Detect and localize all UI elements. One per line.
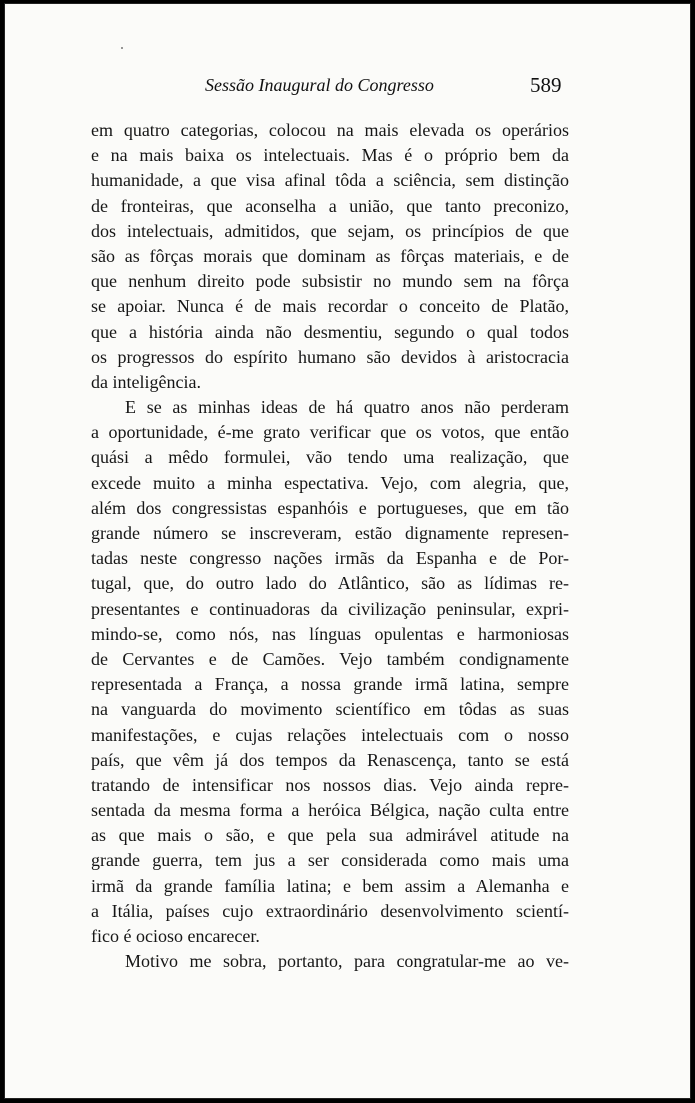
text-line: humanidade, a que visa afinal tôda a sciência, sem distinção [91,170,569,191]
text-line: dos intelectuais, admitidos, que sejam, os princípios de que [91,220,569,241]
text-line: de Cervantes e de Camões. Vejo também condignamente [91,648,569,669]
text-line: representada a França, a nossa grande irmã latina, sempre [91,674,569,695]
text-line: presentantes e continuadoras da civilização peninsular, expri- [91,598,569,619]
text-line: quási a mêdo formulei, vão tendo uma realização, que [91,447,569,468]
text-line: país, que vêm já dos tempos da Renascença, tanto se está [91,749,569,770]
text-line: tugal, que, do outro lado do Atlântico, são as lídimas re- [91,573,569,594]
text-line: tratando de intensificar nos nossos dias. Vejo ainda repre- [91,774,569,795]
text-line: a Itália, países cujo extraordinário desenvolvimento scientí- [91,900,569,921]
text-line: mindo-se, como nós, nas línguas opulentas e harmoniosas [91,623,569,644]
text-line: os progressos do espírito humano são devidos à aristocracia [91,346,569,367]
text-line: e na mais baixa os intelectuais. Mas é o próprio bem da [91,145,569,166]
text-line: excede muito a minha espectativa. Vejo, com alegria, que, [91,472,569,493]
page-number: 589 [530,73,562,97]
book-page [4,3,691,1099]
text-line: de fronteiras, que aconselha a união, que tanto preconizo, [91,195,569,216]
body-text [91,118,569,974]
text-line: grande número se inscreveram, estão dignamente represen- [91,523,569,543]
text-line: Motivo me sobra, portanto, para congratular-me ao ve- [125,951,569,972]
running-title: Sessão Inaugural do Congresso [205,75,434,95]
page-header [5,75,690,105]
text-line: a oportunidade, é-me grato verificar que os votos, que então [91,422,569,443]
text-line: manifestações, e cujas relações intelectuais com o nosso [91,724,569,745]
text-line: que a história ainda não desmentiu, segundo o qual todos [91,321,569,342]
text-line: além dos congressistas espanhóis e portugueses, que em tão [91,497,569,518]
text-line: E se as minhas ideas de há quatro anos não perderam [125,397,569,418]
text-line: tadas neste congresso nações irmãs da Espanha e de Por- [91,548,569,569]
text-line: irmã da grande família latina; e bem assim a Alemanha e [91,875,569,896]
text-line: sentada da mesma forma a heróica Bélgica, nação culta entre [91,800,569,821]
text-line: em quatro categorias, colocou na mais elevada os operários [91,120,569,140]
text-line: da inteligência. [91,371,201,392]
text-line: as que mais o são, e que pela sua admirável atitude na [91,825,569,846]
text-line: grande guerra, tem jus a ser considerada como mais uma [91,850,569,871]
text-line: fico é ocioso encarecer. [91,926,260,946]
text-line: na vanguarda do movimento scientífico em tôdas as suas [91,699,569,720]
print-speck [121,47,123,49]
text-line: são as fôrças morais que dominam as fôrças materiais, e de [91,245,569,266]
text-line: que nenhum direito pode subsistir no mundo sem na fôrça [91,271,569,292]
text-line: se apoiar. Nunca é de mais recordar o conceito de Platão, [91,296,569,317]
